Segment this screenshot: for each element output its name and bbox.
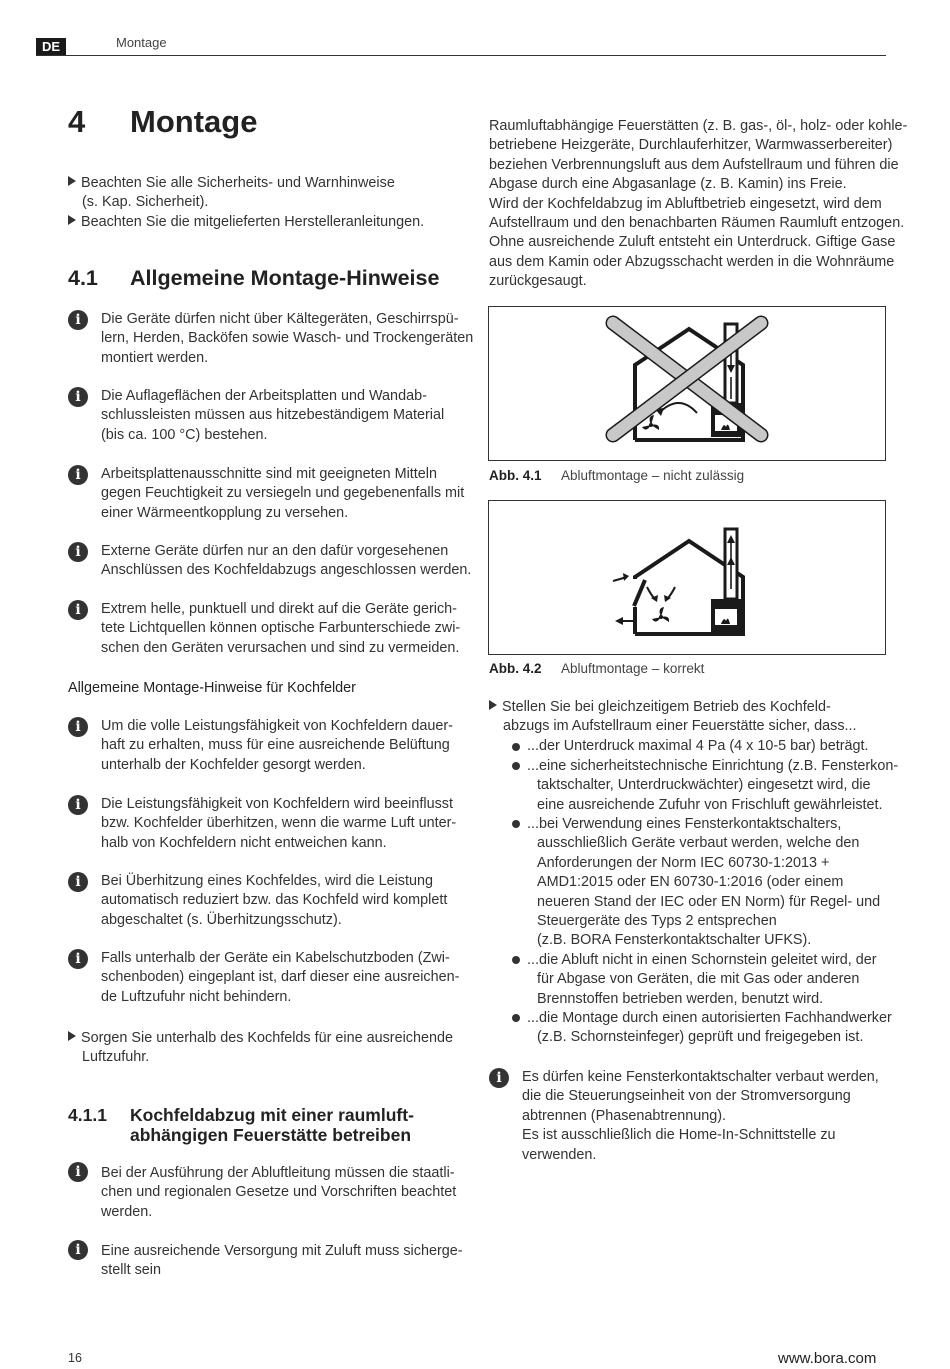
- info-icon: i: [68, 387, 88, 407]
- figure-caption: Abluftmontage – nicht zulässig: [561, 468, 745, 483]
- sub-bullet-text: ...die Montage durch einen autorisierten Fachhandwerker (z.B. Schornsteinfeger) geprüft und freigegeben ist.: [527, 1010, 892, 1046]
- note-text: Bei der Ausführung der Abluftleitung müssen die staatli- chen und regionalen Gesetze und Vorschriften beachtet werden.: [101, 1165, 457, 1220]
- bullet-dot: [512, 762, 520, 770]
- intro-bullet-2: Beachten Sie die mitgelieferten Herstelleranleitungen.: [68, 213, 468, 232]
- intro-bullet-1: Beachten Sie alle Sicherheits- und Warnhinweise (s. Kap. Sicherheit).: [68, 174, 468, 213]
- house-diagram-correct: [489, 501, 885, 654]
- chapter-title: Montage: [130, 104, 258, 139]
- header-divider: [36, 55, 886, 56]
- house-diagram-incorrect: [489, 307, 885, 460]
- check-bullet: Stellen Sie bei gleichzeitigem Betrieb des Kochfeld- abzugs im Aufstellraum einer Feuerstätte sicher, dass...: [489, 698, 857, 737]
- right-intro-paragraph: Raumluftabhängige Feuerstätten (z. B. gas-, öl-, holz- oder kohle- betriebene Heizgeräte, Durchlauferhitzer, Warmwasserbereiter) beziehen Verbrennungsluft aus dem Aufstellraum und führen die Abgase durch eine Abgasanlage (z. B. Kamin) ins Freie. Wird der Kochfeldabzug im Abluftbetrieb eingesetzt, wird dem Aufstellraum und den benachbarten Räumen Raumluft entzogen. Ohne ausreichende Zuluft entsteht ein Unterdruck. Giftige Gase aus dem Kamin oder Abzugsschacht werden in die Wohnräume zurückgesaugt.: [489, 118, 908, 290]
- bullet-dot: [512, 956, 520, 964]
- arrow-icon: [68, 215, 76, 225]
- figure-abluftmontage-korrekt: [488, 500, 886, 655]
- arrow-icon: [68, 1031, 76, 1041]
- language-badge: DE: [36, 38, 66, 56]
- sub-bullet-text: ...eine sicherheitstechnische Einrichtung (z.B. Fensterkon- taktschalter, Unterdruckwächter) eingesetzt wird, die eine ausreichende Zufuhr von Frischluft gewährleistet.: [527, 758, 899, 813]
- note-text: Die Leistungsfähigkeit von Kochfeldern wird beeinflusst bzw. Kochfelder überhitzen, wenn die warme Luft unter- halb von Kochfeldern nicht entweichen kann.: [101, 796, 457, 851]
- figure-number: Abb. 4.1: [489, 468, 542, 483]
- figure-caption: Abluftmontage – korrekt: [561, 661, 705, 676]
- info-icon: i: [68, 795, 88, 815]
- page-number: 16: [68, 1351, 82, 1365]
- sub-bullet-text: ...die Abluft nicht in einen Schornstein geleitet wird, der für Abgase von Geräten, die mit Gas oder anderen Brennstoffen betrieben werden, benutzt wird.: [527, 952, 877, 1007]
- luftzufuhr-bullet: Sorgen Sie unterhalb des Kochfelds für eine ausreichende Luftzufuhr.: [68, 1029, 453, 1068]
- info-icon: i: [68, 717, 88, 737]
- info-icon: i: [68, 600, 88, 620]
- note-text: Um die volle Leistungsfähigkeit von Kochfeldern dauer- haft zu erhalten, muss für eine ausreichende Belüftung unterhalb der Kochfelder gesorgt werden.: [101, 718, 453, 773]
- sub-bullet-text: ...bei Verwendung eines Fensterkontaktschalters, ausschließlich Geräte verbaut werden, welche den Anforderungen der Norm IEC 60730-1:2013 + AMD1:2015 oder EN 60730-1:2016 (oder einem neueren Stand der IEC oder EN Norm) für Regel- und Steuergeräte des Typs 2 entsprechen (z.B. BORA Fensterkontaktschalter UFKS).: [527, 816, 881, 949]
- figure-number: Abb. 4.2: [489, 661, 542, 676]
- subsection-title: Kochfeldabzug mit einer raumluft- abhängigen Feuerstätte betreiben: [130, 1105, 414, 1145]
- sub-bullet-text: ...der Unterdruck maximal 4 Pa (4 x 10-5 bar) beträgt.: [527, 738, 869, 754]
- note-text: Arbeitsplattenausschnitte sind mit geeigneten Mitteln gegen Feuchtigkeit zu versiegeln und gegebenenfalls mit einer Wärmeentkopplung zu versehen.: [101, 466, 465, 521]
- note-text: Extrem helle, punktuell und direkt auf die Geräte gerich- tete Lichtquellen können optische Farbunterschiede zwi- schen den Geräten verursachen und sind zu vermeiden.: [101, 601, 461, 656]
- note-text: Externe Geräte dürfen nur an den dafür vorgesehenen Anschlüssen des Kochfeldabzugs angeschlossen werden.: [101, 543, 472, 579]
- section-number: 4.1: [68, 266, 98, 290]
- note-text: Bei Überhitzung eines Kochfeldes, wird die Leistung automatisch reduziert bzw. das Kochfeld wird komplett abgeschaltet (s. Überhitzungsschutz).: [101, 873, 448, 928]
- arrow-icon: [68, 176, 76, 186]
- note-text: Es dürfen keine Fensterkontaktschalter verbaut werden, die die Steuerungseinheit von der Stromversorgung abtrennen (Phasenabtrennung). Es ist ausschließlich die Home-In-Schnittstelle zu verwenden.: [522, 1069, 879, 1163]
- subheading: Allgemeine Montage-Hinweise für Kochfelder: [68, 680, 356, 696]
- arrow-icon: [489, 700, 497, 710]
- info-icon: i: [68, 1162, 88, 1182]
- info-icon: i: [68, 310, 88, 330]
- note-text: Die Geräte dürfen nicht über Kältegeräten, Geschirrspü- lern, Herden, Backöfen sowie Wasch- und Trockengeräten montiert werden.: [101, 311, 474, 366]
- note-text: Falls unterhalb der Geräte ein Kabelschutzboden (Zwi- schenboden) eingeplant ist, darf dieser eine ausreichen- de Luftzufuhr nicht behindern.: [101, 950, 460, 1005]
- note-text: Die Auflageflächen der Arbeitsplatten und Wandab- schlussleisten müssen aus hitzebeständigem Material (bis ca. 100 °C) bestehen.: [101, 388, 445, 443]
- info-icon: i: [489, 1068, 509, 1088]
- info-icon: i: [68, 872, 88, 892]
- subsection-number: 4.1.1: [68, 1105, 107, 1125]
- chapter-number: 4: [68, 104, 86, 139]
- figure-abluftmontage-nicht-zulaessig: [488, 306, 886, 461]
- bullet-dot: [512, 743, 520, 751]
- info-icon: i: [68, 465, 88, 485]
- info-icon: i: [68, 542, 88, 562]
- note-text: Eine ausreichende Versorgung mit Zuluft muss sicherge- stellt sein: [101, 1243, 463, 1279]
- section-title: Allgemeine Montage-Hinweise: [130, 266, 440, 290]
- footer-url[interactable]: www.bora.com: [778, 1350, 877, 1367]
- info-icon: i: [68, 949, 88, 969]
- bullet-dot: [512, 820, 520, 828]
- header-title: Montage: [116, 35, 167, 50]
- fan-icon: [652, 607, 669, 622]
- info-icon: i: [68, 1240, 88, 1260]
- bullet-dot: [512, 1014, 520, 1022]
